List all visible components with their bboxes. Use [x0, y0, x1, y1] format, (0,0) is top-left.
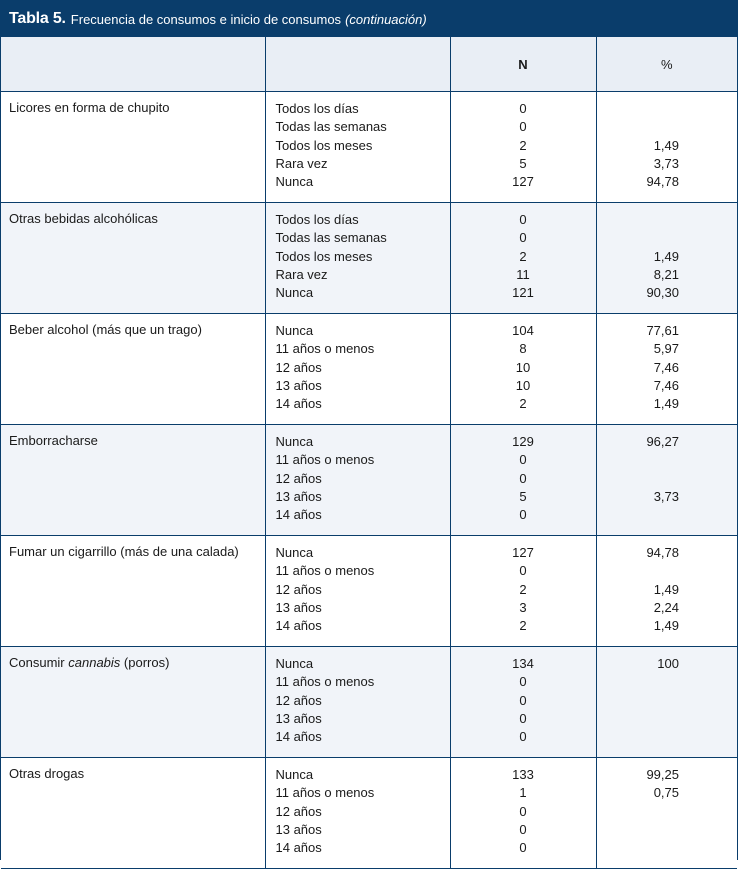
- header-n: N: [450, 37, 596, 92]
- option-label: 11 años o menos: [275, 785, 375, 801]
- n-value: 2: [519, 618, 527, 634]
- option-label: 14 años: [275, 840, 322, 856]
- n-value: 8: [519, 341, 527, 357]
- percent-value: 7,46: [653, 359, 679, 375]
- category-label: Beber alcohol (más que un trago): [9, 322, 202, 337]
- option-label: Nunca: [275, 174, 314, 190]
- n-value: 0: [519, 119, 527, 135]
- category-label-part: Consumir: [9, 655, 69, 670]
- category-label-part: (porros): [120, 655, 170, 670]
- percent-cell: [596, 203, 737, 314]
- n-value: 5: [519, 155, 527, 171]
- table-row: [1, 203, 737, 314]
- option-label: 11 años o menos: [275, 674, 375, 690]
- n-value: 0: [519, 452, 527, 468]
- percent-value: 1,49: [653, 396, 679, 412]
- category-label: Otras bebidas alcohólicas: [9, 211, 158, 226]
- table-title-bar: [1, 1, 737, 37]
- n-value: 0: [519, 729, 527, 745]
- option-label: 14 años: [275, 396, 322, 412]
- n-value: 0: [519, 101, 527, 116]
- table-row: [1, 647, 737, 758]
- n-value: 0: [519, 710, 527, 726]
- option-cell: [265, 647, 450, 758]
- n-value: 2: [519, 396, 527, 412]
- option-label: 12 años: [275, 581, 322, 597]
- percent-value: 99,25: [646, 767, 679, 782]
- n-value: 127: [512, 174, 534, 190]
- percent-value: 0,75: [653, 785, 679, 801]
- option-label: Nunca: [275, 767, 314, 782]
- percent-value: [597, 839, 738, 857]
- option-cell: [265, 314, 450, 425]
- n-value: 133: [512, 767, 534, 782]
- n-value: 5: [519, 488, 527, 504]
- option-label: Nunca: [275, 285, 314, 301]
- option-label: Todos los meses: [275, 248, 373, 264]
- percent-value: [597, 710, 738, 728]
- n-value: 11: [516, 266, 530, 282]
- percent-value: 77,61: [646, 323, 679, 338]
- n-value: 2: [519, 137, 527, 153]
- n-value: 0: [519, 212, 527, 227]
- n-value: 127: [512, 545, 534, 560]
- header-category: [1, 37, 265, 92]
- option-label: 14 años: [275, 507, 322, 523]
- option-label: 12 años: [275, 470, 322, 486]
- table-label: Tabla 5.: [9, 10, 66, 27]
- consumption-table: [1, 37, 737, 869]
- header-percent: %: [596, 37, 737, 92]
- table-row: [1, 758, 737, 869]
- option-label: 11 años o menos: [275, 452, 375, 468]
- n-cell: [450, 425, 596, 536]
- n-value: 0: [519, 821, 527, 837]
- percent-value: 1,49: [653, 618, 679, 634]
- category-label: [1, 647, 265, 749]
- option-label: 12 años: [275, 803, 322, 819]
- percent-value: [597, 118, 738, 136]
- n-value: 134: [512, 656, 534, 671]
- option-label: Rara vez: [275, 155, 328, 171]
- category-cell: [1, 314, 265, 425]
- percent-value: [597, 692, 738, 710]
- percent-value: 2,24: [653, 599, 679, 615]
- percent-value: 5,97: [653, 341, 679, 357]
- percent-value: 1,49: [653, 581, 679, 597]
- percent-value: 90,30: [646, 285, 679, 301]
- percent-value: 94,78: [646, 545, 679, 560]
- header-row: [1, 37, 737, 92]
- percent-value: [597, 562, 738, 580]
- option-label: Rara vez: [275, 266, 328, 282]
- n-cell: [450, 314, 596, 425]
- n-cell: [450, 203, 596, 314]
- option-label: Nunca: [275, 323, 314, 338]
- n-cell: [450, 647, 596, 758]
- option-label: Nunca: [275, 656, 314, 671]
- n-value: 3: [519, 599, 527, 615]
- n-value: 0: [519, 674, 527, 690]
- percent-value: [597, 211, 738, 229]
- percent-cell: [596, 758, 737, 869]
- option-label: 13 años: [275, 488, 322, 504]
- category-label: Emborracharse: [9, 433, 98, 448]
- percent-cell: [596, 314, 737, 425]
- option-label: Todas las semanas: [275, 230, 387, 246]
- percent-value: [597, 229, 738, 247]
- option-cell: [265, 536, 450, 647]
- option-label: Nunca: [275, 545, 314, 560]
- percent-value: [597, 803, 738, 821]
- option-label: 14 años: [275, 729, 322, 745]
- option-label: 12 años: [275, 692, 322, 708]
- percent-value: 1,49: [653, 248, 679, 264]
- category-label: Licores en forma de chupito: [9, 100, 170, 115]
- header-option: [265, 37, 450, 92]
- option-cell: [265, 203, 450, 314]
- option-cell: [265, 92, 450, 203]
- option-label: Todos los días: [275, 101, 359, 116]
- table-title-suffix: (continuación): [345, 11, 427, 27]
- table-row: [1, 92, 737, 203]
- percent-value: 94,78: [646, 174, 679, 190]
- percent-value: [597, 821, 738, 839]
- category-label: Fumar un cigarrillo (más de una calada): [9, 544, 239, 559]
- percent-value: 8,21: [653, 266, 679, 282]
- percent-value: [597, 100, 738, 118]
- n-value: 0: [519, 507, 527, 523]
- option-label: Todos los meses: [275, 137, 373, 153]
- n-value: 129: [512, 434, 534, 449]
- percent-value: 1,49: [653, 137, 679, 153]
- n-value: 10: [515, 359, 531, 375]
- option-cell: [265, 425, 450, 536]
- percent-value: [597, 673, 738, 691]
- percent-cell: [596, 647, 737, 758]
- percent-value: [597, 728, 738, 746]
- n-value: 121: [512, 285, 534, 301]
- category-cell: [1, 647, 265, 758]
- option-label: 13 años: [275, 821, 322, 837]
- percent-value: 3,73: [653, 488, 679, 504]
- n-cell: [450, 758, 596, 869]
- option-cell: [265, 758, 450, 869]
- percent-cell: [596, 425, 737, 536]
- n-cell: [450, 92, 596, 203]
- percent-value: 3,73: [653, 155, 679, 171]
- table-row: [1, 425, 737, 536]
- percent-value: 7,46: [653, 377, 679, 393]
- n-value: 10: [515, 377, 531, 393]
- n-value: 0: [519, 840, 527, 856]
- n-value: 0: [519, 563, 527, 579]
- option-label: 13 años: [275, 710, 322, 726]
- n-value: 2: [519, 248, 527, 264]
- percent-cell: [596, 92, 737, 203]
- percent-value: [597, 506, 738, 524]
- category-label-part: cannabis: [68, 655, 121, 670]
- option-label: 14 años: [275, 618, 322, 634]
- option-label: 13 años: [275, 599, 322, 615]
- n-cell: [450, 536, 596, 647]
- table-row: [1, 314, 737, 425]
- category-cell: [1, 203, 265, 314]
- n-value: 0: [519, 692, 527, 708]
- n-value: 0: [519, 803, 527, 819]
- percent-value: [597, 451, 738, 469]
- n-value: 2: [519, 581, 527, 597]
- option-label: Todas las semanas: [275, 119, 387, 135]
- n-value: 1: [519, 785, 527, 801]
- option-label: Todos los días: [275, 212, 359, 227]
- option-label: 12 años: [275, 359, 322, 375]
- option-label: 11 años o menos: [275, 563, 375, 579]
- percent-value: 100: [657, 656, 679, 671]
- percent-value: [597, 470, 738, 488]
- n-value: 104: [512, 323, 534, 338]
- percent-value: 96,27: [646, 434, 679, 449]
- category-cell: [1, 536, 265, 647]
- category-cell: [1, 92, 265, 203]
- n-value: 0: [519, 470, 527, 486]
- category-cell: [1, 758, 265, 869]
- n-value: 0: [519, 230, 527, 246]
- table-title: Frecuencia de consumos e inicio de consumos: [70, 11, 342, 27]
- category-label: Otras drogas: [9, 766, 85, 781]
- category-cell: [1, 425, 265, 536]
- option-label: 13 años: [275, 377, 322, 393]
- option-label: 11 años o menos: [275, 341, 375, 357]
- option-label: Nunca: [275, 434, 314, 449]
- percent-cell: [596, 536, 737, 647]
- table-row: [1, 536, 737, 647]
